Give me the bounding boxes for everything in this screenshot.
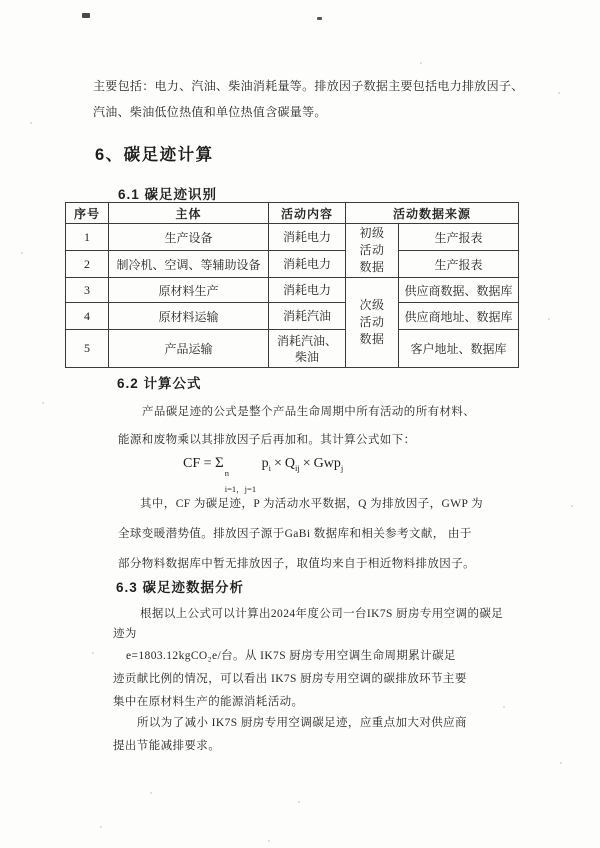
cell-source: 供应商地址、数据库 xyxy=(399,303,519,330)
formula-times: × xyxy=(273,456,282,471)
scan-speck xyxy=(21,252,23,254)
cell-activity: 消耗汽油 xyxy=(269,303,346,330)
cell-source: 客户地址、数据库 xyxy=(399,330,519,368)
formula-upper-limit: n xyxy=(224,468,230,478)
section-6-1-title: 6.1 碳足迹识别 xyxy=(118,187,218,202)
cell-no: 4 xyxy=(66,303,109,330)
formula-p: p xyxy=(261,456,269,471)
header-no: 序号 xyxy=(66,203,109,224)
cell-no: 5 xyxy=(66,330,109,368)
table-header-row xyxy=(66,203,519,224)
formula-gwp: Gwp xyxy=(313,456,341,471)
cell-subject: 生产设备 xyxy=(109,224,269,251)
cell-source: 供应商数据、数据库 xyxy=(399,278,519,303)
cell-group-secondary: 次级活动数据 xyxy=(346,278,399,368)
analysis-paragraph-1 xyxy=(113,605,503,644)
cell-no: 3 xyxy=(66,278,109,303)
cell-no: 2 xyxy=(66,251,109,278)
table-row xyxy=(66,303,519,330)
analysis-paragraph-3 xyxy=(113,712,467,758)
cell-activity: 消耗电力 xyxy=(269,251,346,278)
paragraph-line: 迹贡献比例的情况，可以看出 IK7S 厨房专用空调的碳排放环节主要 xyxy=(113,673,467,685)
intro-line: 汽油、柴油低位热值和单位热值含碳量等。 xyxy=(93,105,327,119)
table-row xyxy=(66,278,519,303)
scan-speck xyxy=(150,792,152,794)
scan-speck xyxy=(268,840,270,842)
formula-gwp-sub: j xyxy=(340,462,344,473)
intro-paragraph xyxy=(93,73,524,125)
cell-subject: 原材料生产 xyxy=(109,278,269,303)
header-source: 活动数据来源 xyxy=(346,203,519,224)
formula-lower-limit: i=1，j=1 xyxy=(224,483,257,494)
cell-subject: 产品运输 xyxy=(109,330,269,368)
table-row xyxy=(66,224,519,251)
formula-sigma: Σ xyxy=(215,455,224,471)
paragraph-line: 能源和废物乘以其排放因子后再加和。其计算公式如下： xyxy=(118,433,416,446)
section-6-3-title: 6.3 碳足迹数据分析 xyxy=(116,580,245,595)
cell-activity: 消耗汽油、柴油 xyxy=(269,330,346,368)
formula-lhs: CF = xyxy=(183,456,212,471)
formula-times: × xyxy=(302,456,311,471)
scan-speck xyxy=(548,318,550,320)
carbon-footprint-table-wrap xyxy=(65,202,519,368)
formula-q-sub: ij xyxy=(294,462,300,473)
cell-source: 生产报表 xyxy=(399,224,519,251)
section-6-2-title: 6.2 计算公式 xyxy=(117,376,202,391)
formula-explanation-paragraph xyxy=(118,489,483,579)
scan-speck xyxy=(560,762,562,764)
section-6-title: 6、碳足迹计算 xyxy=(95,146,214,164)
cell-subject: 原材料运输 xyxy=(109,303,269,330)
scan-speck xyxy=(298,801,300,803)
header-activity: 活动内容 xyxy=(269,203,346,224)
carbon-footprint-formula xyxy=(183,455,343,493)
paragraph-line: 集中在原材料生产的能源消耗活动。 xyxy=(113,696,304,708)
scan-speck xyxy=(100,826,102,828)
paragraph-line: 所以为了减小 IK7S 厨房专用空调碳足迹，应重点加大对供应商 xyxy=(137,717,467,729)
table-row xyxy=(66,330,519,368)
cell-source: 生产报表 xyxy=(399,251,519,278)
scan-speck xyxy=(558,92,560,94)
formula-p-sub: i xyxy=(268,462,271,473)
paragraph-line: 全球变暖潜势值。排放因子源于GaBi 数据库和相关参考文献， 由于 xyxy=(118,528,472,540)
scan-speck xyxy=(503,706,505,708)
scan-speck xyxy=(317,17,322,20)
table-row xyxy=(66,251,519,278)
paragraph-line: 其中，CF 为碳足迹，P 为活动水平数据，Q 为排放因子，GWP 为 xyxy=(140,498,484,510)
cell-activity: 消耗电力 xyxy=(269,224,346,251)
carbon-footprint-table xyxy=(65,202,519,368)
scan-speck xyxy=(92,652,94,654)
scan-speck xyxy=(82,13,90,18)
cell-group-primary: 初级活动数据 xyxy=(346,224,399,278)
scan-speck xyxy=(30,122,32,124)
header-subject: 主体 xyxy=(109,203,269,224)
paragraph-line: e=1803.12kgCO₂e/台。从 IK7S 厨房专用空调生命周期累计碳足 xyxy=(126,650,456,662)
scan-speck xyxy=(571,505,573,507)
formula-intro-paragraph xyxy=(118,399,475,454)
paragraph-line: 根据以上公式可以计算出2024年度公司一台IK7S 厨房专用空调的碳足 xyxy=(140,608,504,620)
scan-speck xyxy=(420,62,422,64)
cell-activity: 消耗电力 xyxy=(269,278,346,303)
scan-speck xyxy=(42,402,44,404)
formula-q: Q xyxy=(284,456,295,471)
analysis-paragraph-2 xyxy=(113,645,467,714)
cell-no: 1 xyxy=(66,224,109,251)
paragraph-line: 部分物料数据库中暂无排放因子，取值均来自于相近物料排放因子。 xyxy=(118,558,475,570)
paragraph-line: 产品碳足迹的公式是整个产品生命周期中所有活动的所有材料、 xyxy=(142,406,476,418)
cell-subject: 制冷机、空调、等辅助设备 xyxy=(109,251,269,278)
paragraph-line: 提出节能减排要求。 xyxy=(113,740,221,752)
paragraph-line: 迹为 xyxy=(113,627,137,640)
intro-line: 主要包括：电力、汽油、柴油消耗量等。排放因子数据主要包括电力排放因子、 xyxy=(93,79,524,93)
